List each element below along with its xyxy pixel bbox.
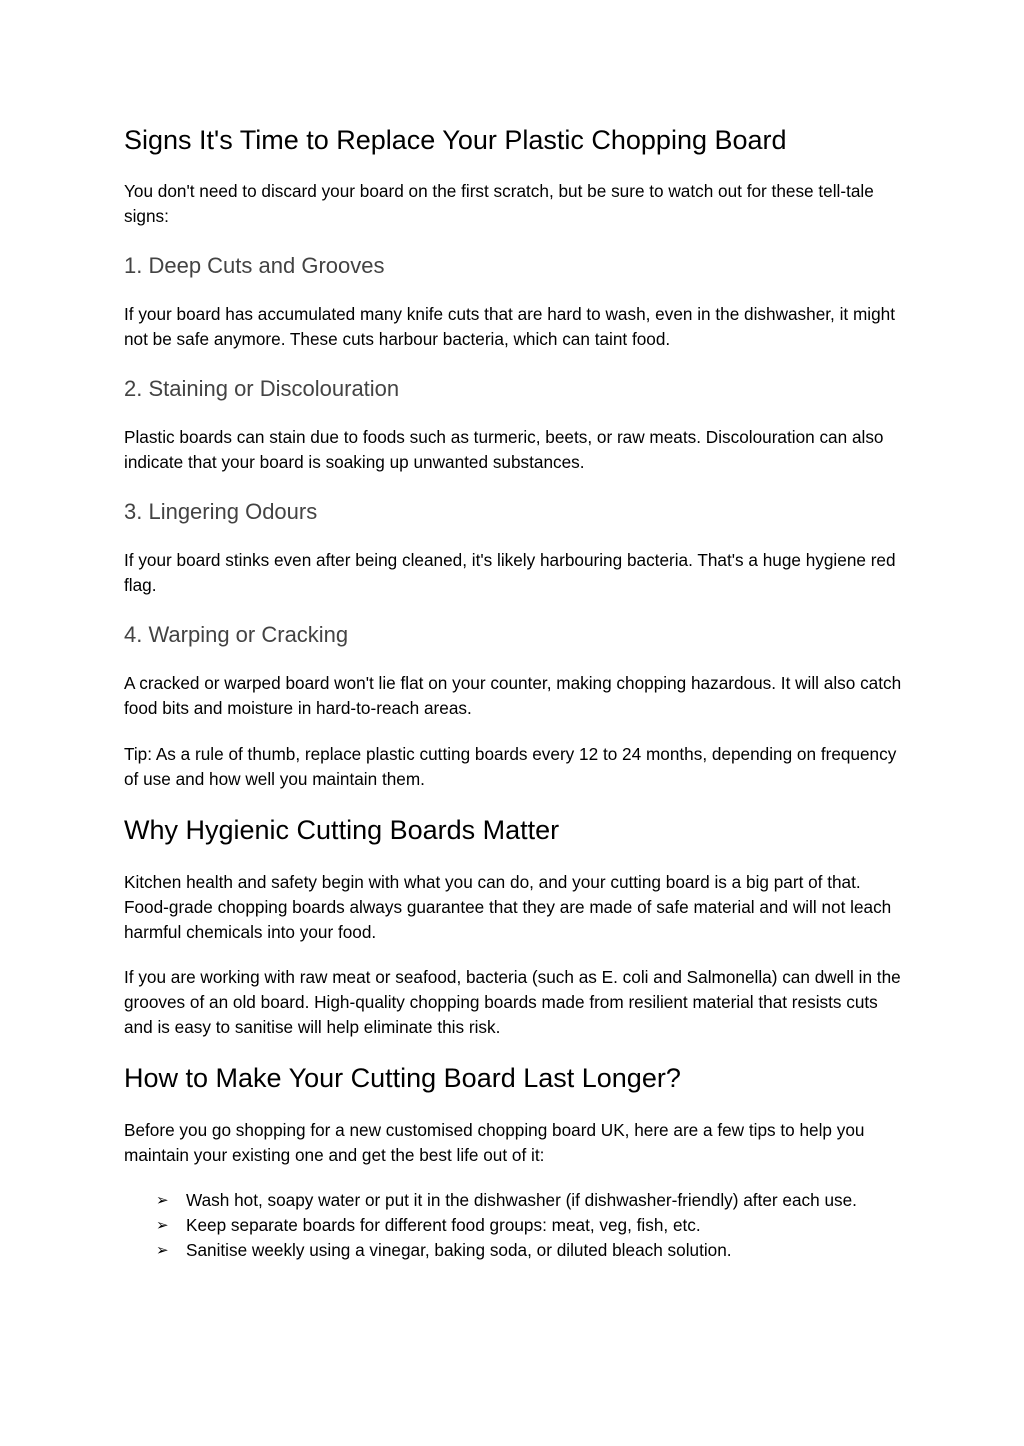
list-item-text: Wash hot, soapy water or put it in the dishwasher (if dishwasher-friendly) after each use. (186, 1190, 857, 1210)
longevity-intro: Before you go shopping for a new customised chopping board UK, here are a few tips to help you maintain your existing one and get the best life out of it: (124, 1120, 865, 1165)
hygiene-paragraph-2: If you are working with raw meat or seafood, bacteria (such as E. coli and Salmonella) can dwell in the grooves of an old board. High-quality chopping boards made from resilient material that resists cuts and is easy to sanitise will help eliminate this risk. (124, 967, 901, 1037)
arrowhead-bullet-icon: ➢ (156, 1216, 169, 1234)
sign-body-2: Plastic boards can stain due to foods such as turmeric, beets, or raw meats. Discolouration can also indicate that your board is soaking up unwanted substances. (124, 427, 884, 472)
intro-paragraph: You don't need to discard your board on the first scratch, but be sure to watch out for these tell-tale signs: (124, 181, 874, 226)
tip-paragraph: Tip: As a rule of thumb, replace plastic cutting boards every 12 to 24 months, depending on frequency of use and how well you maintain them. (124, 744, 897, 789)
sign-heading-3: 3. Lingering Odours (124, 499, 318, 524)
sign-heading-1: 1. Deep Cuts and Grooves (124, 253, 385, 278)
list-item (156, 1213, 904, 1238)
sign-body-3: If your board stinks even after being cleaned, it's likely harbouring bacteria. That's a huge hygiene red flag. (124, 550, 896, 595)
longevity-heading: How to Make Your Cutting Board Last Longer? (124, 1063, 681, 1093)
list-item (156, 1188, 904, 1213)
maintenance-tips-list (156, 1188, 904, 1263)
sign-heading-4: 4. Warping or Cracking (124, 622, 349, 647)
sign-body-1: If your board has accumulated many knife cuts that are hard to wash, even in the dishwasher, it might not be safe anymore. These cuts harbour bacteria, which can taint food. (124, 304, 895, 349)
list-item-text: Sanitise weekly using a vinegar, baking soda, or diluted bleach solution. (186, 1240, 732, 1260)
list-item-text: Keep separate boards for different food groups: meat, veg, fish, etc. (186, 1215, 701, 1235)
hygiene-heading: Why Hygienic Cutting Boards Matter (124, 815, 560, 845)
page-title: Signs It's Time to Replace Your Plastic Chopping Board (124, 125, 787, 155)
list-item (156, 1238, 904, 1263)
arrowhead-bullet-icon: ➢ (156, 1241, 169, 1259)
sign-heading-2: 2. Staining or Discolouration (124, 376, 400, 401)
hygiene-paragraph-1: Kitchen health and safety begin with what you can do, and your cutting board is a big part of that. Food-grade chopping boards always guarantee that they are made of safe material and will not leach harmful chemicals into your food. (124, 872, 892, 942)
arrowhead-bullet-icon: ➢ (156, 1191, 169, 1209)
sign-body-4: A cracked or warped board won't lie flat on your counter, making chopping hazardous. It will also catch food bits and moisture in hard-to-reach areas. (124, 673, 902, 718)
